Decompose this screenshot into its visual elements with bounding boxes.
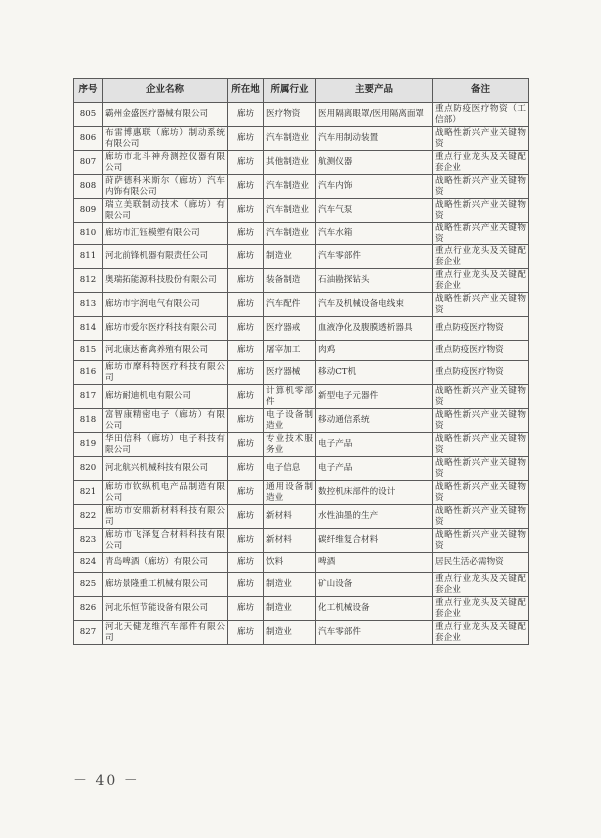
- header-industry: 所属行业: [264, 79, 316, 103]
- table-row: [74, 529, 529, 553]
- cell-main-product: 肉鸡: [316, 341, 433, 361]
- cell-main-product: 矿山设备: [316, 573, 433, 597]
- cell-industry: 汽车制造业: [264, 175, 316, 199]
- cell-no: 811: [74, 245, 103, 269]
- cell-industry: 电子设备制造业: [264, 409, 316, 433]
- header-no: 序号: [74, 79, 103, 103]
- cell-location: 廊坊: [228, 361, 264, 385]
- cell-company-name: 河北前锋机器有限责任公司: [103, 245, 228, 269]
- cell-note: 战略性新兴产业关键物资: [433, 223, 529, 245]
- table-row: [74, 151, 529, 175]
- cell-no: 806: [74, 127, 103, 151]
- table-row: [74, 245, 529, 269]
- page-number: － 40 －: [73, 773, 140, 789]
- cell-location: 廊坊: [228, 151, 264, 175]
- cell-no: 815: [74, 341, 103, 361]
- cell-company-name: 瑞立美联制动技术（廊坊）有限公司: [103, 199, 228, 223]
- cell-note: 战略性新兴产业关键物资: [433, 293, 529, 317]
- table-row: [74, 597, 529, 621]
- cell-note: 战略性新兴产业关键物资: [433, 457, 529, 481]
- header-note: 备注: [433, 79, 529, 103]
- cell-location: 廊坊: [228, 223, 264, 245]
- cell-company-name: 河北康达畜禽养殖有限公司: [103, 341, 228, 361]
- cell-location: 廊坊: [228, 621, 264, 645]
- cell-location: 廊坊: [228, 505, 264, 529]
- cell-location: 廊坊: [228, 127, 264, 151]
- table-row: [74, 409, 529, 433]
- cell-main-product: 水性油墨的生产: [316, 505, 433, 529]
- cell-location: 廊坊: [228, 245, 264, 269]
- cell-main-product: 汽车零部件: [316, 621, 433, 645]
- cell-industry: 制造业: [264, 245, 316, 269]
- cell-note: 重点行业龙头及关键配套企业: [433, 269, 529, 293]
- cell-main-product: 血液净化及腹膜透析器具: [316, 317, 433, 341]
- cell-main-product: 汽车水箱: [316, 223, 433, 245]
- cell-industry: 制造业: [264, 621, 316, 645]
- cell-company-name: 青岛啤酒（廊坊）有限公司: [103, 553, 228, 573]
- cell-note: 战略性新兴产业关键物资: [433, 505, 529, 529]
- cell-company-name: 富智康精密电子（廊坊）有限公司: [103, 409, 228, 433]
- table-row: [74, 127, 529, 151]
- cell-note: 重点行业龙头及关键配套企业: [433, 597, 529, 621]
- cell-industry: 装备制造: [264, 269, 316, 293]
- cell-company-name: 廊坊耐迪机电有限公司: [103, 385, 228, 409]
- cell-no: 818: [74, 409, 103, 433]
- cell-note: 战略性新兴产业关键物资: [433, 409, 529, 433]
- cell-no: 825: [74, 573, 103, 597]
- cell-main-product: 化工机械设备: [316, 597, 433, 621]
- cell-note: 重点防疫医疗物资（工信部）: [433, 103, 529, 127]
- cell-no: 817: [74, 385, 103, 409]
- table-row: [74, 457, 529, 481]
- cell-no: 826: [74, 597, 103, 621]
- cell-industry: 新材料: [264, 529, 316, 553]
- cell-location: 廊坊: [228, 597, 264, 621]
- cell-industry: 汽车制造业: [264, 199, 316, 223]
- cell-main-product: 汽车气泵: [316, 199, 433, 223]
- cell-location: 廊坊: [228, 433, 264, 457]
- cell-location: 廊坊: [228, 385, 264, 409]
- cell-location: 廊坊: [228, 293, 264, 317]
- cell-note: 战略性新兴产业关键物资: [433, 529, 529, 553]
- cell-no: 809: [74, 199, 103, 223]
- cell-industry: 通用设备制造业: [264, 481, 316, 505]
- cell-no: 812: [74, 269, 103, 293]
- cell-no: 820: [74, 457, 103, 481]
- cell-note: 战略性新兴产业关键物资: [433, 199, 529, 223]
- cell-location: 廊坊: [228, 573, 264, 597]
- cell-note: 重点防疫医疗物资: [433, 317, 529, 341]
- table-row: [74, 433, 529, 457]
- cell-note: 重点行业龙头及关键配套企业: [433, 573, 529, 597]
- cell-main-product: 汽车内饰: [316, 175, 433, 199]
- cell-note: 战略性新兴产业关键物资: [433, 481, 529, 505]
- cell-company-name: 华田信科（廊坊）电子科技有限公司: [103, 433, 228, 457]
- cell-main-product: 新型电子元器件: [316, 385, 433, 409]
- cell-main-product: 汽车及机械设备电线束: [316, 293, 433, 317]
- cell-no: 814: [74, 317, 103, 341]
- table-row: [74, 573, 529, 597]
- cell-industry: 医疗物资: [264, 103, 316, 127]
- table-row: [74, 553, 529, 573]
- cell-company-name: 河北航兴机械科技有限公司: [103, 457, 228, 481]
- cell-main-product: 电子产品: [316, 433, 433, 457]
- cell-note: 重点行业龙头及关键配套企业: [433, 151, 529, 175]
- cell-location: 廊坊: [228, 199, 264, 223]
- cell-industry: 制造业: [264, 597, 316, 621]
- cell-location: 廊坊: [228, 409, 264, 433]
- cell-no: 822: [74, 505, 103, 529]
- table-row: [74, 223, 529, 245]
- cell-industry: 其他制造业: [264, 151, 316, 175]
- cell-no: 807: [74, 151, 103, 175]
- cell-main-product: 数控机床部件的设计: [316, 481, 433, 505]
- table-row: [74, 175, 529, 199]
- table-row: [74, 505, 529, 529]
- cell-no: 810: [74, 223, 103, 245]
- cell-main-product: 医用隔离眼罩/医用隔离面罩: [316, 103, 433, 127]
- cell-industry: 医疗器械: [264, 361, 316, 385]
- cell-company-name: 廊坊市汇钰模塑有限公司: [103, 223, 228, 245]
- cell-location: 廊坊: [228, 341, 264, 361]
- cell-location: 廊坊: [228, 175, 264, 199]
- cell-location: 廊坊: [228, 457, 264, 481]
- cell-note: 战略性新兴产业关键物资: [433, 175, 529, 199]
- cell-company-name: 霸州金盛医疗器械有限公司: [103, 103, 228, 127]
- table-row: [74, 361, 529, 385]
- cell-industry: 屠宰加工: [264, 341, 316, 361]
- header-product: 主要产品: [316, 79, 433, 103]
- cell-company-name: 河北乐恒节能设备有限公司: [103, 597, 228, 621]
- cell-no: 813: [74, 293, 103, 317]
- cell-note: 居民生活必需物资: [433, 553, 529, 573]
- cell-no: 819: [74, 433, 103, 457]
- table-row: [74, 103, 529, 127]
- table-row: [74, 199, 529, 223]
- cell-company-name: 河北天健龙维汽车部件有限公司: [103, 621, 228, 645]
- cell-main-product: 碳纤维复合材料: [316, 529, 433, 553]
- cell-main-product: 汽车用制动装置: [316, 127, 433, 151]
- cell-industry: 制造业: [264, 573, 316, 597]
- cell-company-name: 廊坊市宇润电气有限公司: [103, 293, 228, 317]
- cell-industry: 汽车配件: [264, 293, 316, 317]
- cell-main-product: 石油勘探钻头: [316, 269, 433, 293]
- cell-industry: 汽车制造业: [264, 127, 316, 151]
- table-row: [74, 269, 529, 293]
- cell-no: 816: [74, 361, 103, 385]
- cell-industry: 电子信息: [264, 457, 316, 481]
- cell-no: 823: [74, 529, 103, 553]
- cell-company-name: 廊坊市北斗神舟测控仪器有限公司: [103, 151, 228, 175]
- cell-industry: 专业技术服务业: [264, 433, 316, 457]
- enterprise-table: [73, 78, 529, 645]
- cell-location: 廊坊: [228, 529, 264, 553]
- cell-main-product: 航测仪器: [316, 151, 433, 175]
- cell-location: 廊坊: [228, 269, 264, 293]
- cell-location: 廊坊: [228, 317, 264, 341]
- cell-note: 重点行业龙头及关键配套企业: [433, 621, 529, 645]
- cell-company-name: 奥瑞拓能源科技股份有限公司: [103, 269, 228, 293]
- cell-company-name: 莳萨德科米斯尔（廊坊）汽车内饰有限公司: [103, 175, 228, 199]
- cell-no: 827: [74, 621, 103, 645]
- cell-industry: 计算机零部件: [264, 385, 316, 409]
- cell-industry: 医疗器戒: [264, 317, 316, 341]
- cell-company-name: 廊坊景隆重工机械有限公司: [103, 573, 228, 597]
- header-name: 企业名称: [103, 79, 228, 103]
- cell-industry: 汽车制造业: [264, 223, 316, 245]
- cell-note: 重点防疫医疗物资: [433, 361, 529, 385]
- cell-company-name: 廊坊市钦纵机电产品制造有限公司: [103, 481, 228, 505]
- cell-company-name: 廊坊市爱尔医疗科技有限公司: [103, 317, 228, 341]
- cell-no: 808: [74, 175, 103, 199]
- table-row: [74, 481, 529, 505]
- cell-location: 廊坊: [228, 481, 264, 505]
- table-row: [74, 385, 529, 409]
- table-row: [74, 341, 529, 361]
- cell-location: 廊坊: [228, 103, 264, 127]
- table-row: [74, 293, 529, 317]
- cell-main-product: 汽车零部件: [316, 245, 433, 269]
- cell-company-name: 廊坊市安鼎新材料科技有限公司: [103, 505, 228, 529]
- cell-no: 821: [74, 481, 103, 505]
- cell-main-product: 啤酒: [316, 553, 433, 573]
- table-row: [74, 317, 529, 341]
- cell-main-product: 移动通信系统: [316, 409, 433, 433]
- cell-company-name: 布雷博惠联（廊坊）制动系统有限公司: [103, 127, 228, 151]
- cell-main-product: 电子产品: [316, 457, 433, 481]
- cell-company-name: 廊坊市摩科特医疗科技有限公司: [103, 361, 228, 385]
- cell-no: 805: [74, 103, 103, 127]
- cell-note: 战略性新兴产业关键物资: [433, 433, 529, 457]
- cell-note: 战略性新兴产业关键物资: [433, 127, 529, 151]
- cell-industry: 饮料: [264, 553, 316, 573]
- cell-main-product: 移动CT机: [316, 361, 433, 385]
- table-header-row: [74, 79, 529, 103]
- cell-note: 战略性新兴产业关键物资: [433, 385, 529, 409]
- cell-company-name: 廊坊市飞泽复合材料科技有限公司: [103, 529, 228, 553]
- cell-industry: 新材料: [264, 505, 316, 529]
- cell-location: 廊坊: [228, 553, 264, 573]
- table-row: [74, 621, 529, 645]
- cell-no: 824: [74, 553, 103, 573]
- cell-note: 重点防疫医疗物资: [433, 341, 529, 361]
- cell-note: 重点行业龙头及关键配套企业: [433, 245, 529, 269]
- header-location: 所在地: [228, 79, 264, 103]
